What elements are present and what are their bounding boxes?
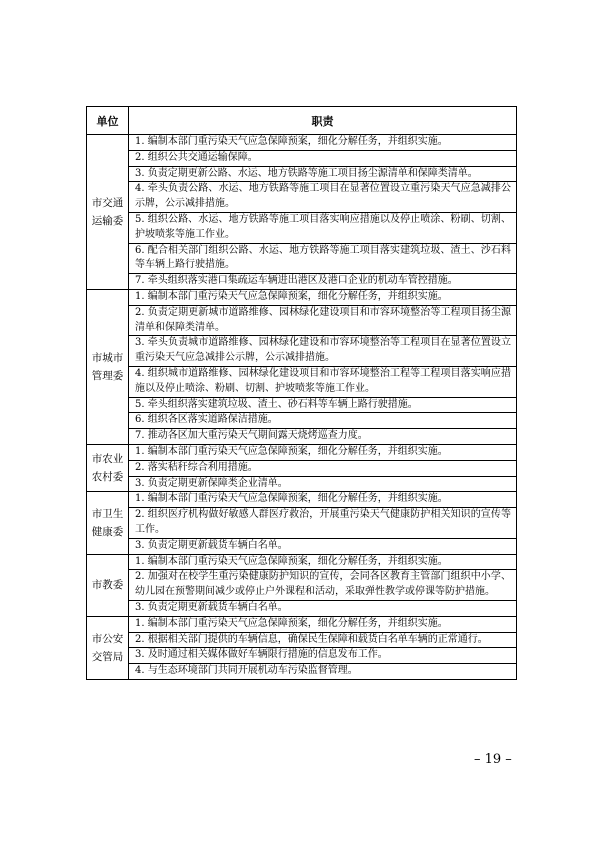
duty-item: 3. 负责定期更新保障类企业清单。 [135, 477, 288, 489]
table-row [87, 554, 517, 616]
duty-item: 2. 负责定期更新城市道路维修、园林绿化建设项目和市容环境整治等工程项目扬尘源清单和保障类清单。 [129, 306, 516, 337]
duty-item: 1. 编制本部门重污染天气应急保障预案，细化分解任务，并组织实施。 [129, 617, 516, 633]
duty-item: 2. 根据相关部门提供的车辆信息，确保民生保障和载货白名单车辆的正常通行。 [129, 633, 516, 649]
unit-column-header: 单位 [87, 107, 129, 135]
duties-cell [129, 289, 517, 444]
duty-item: 7. 牵头组织落实港口集疏运车辆进出港区及港口企业的机动车管控措施。 [135, 275, 458, 287]
duty-item: 5. 组织公路、水运、地方铁路等施工项目落实响应措施以及停止喷涂、粉刷、切割、护坡喷浆等施工作业。 [129, 213, 516, 244]
table-row [87, 289, 517, 444]
duty-item: 3. 负责定期更新载货车辆白名单。 [135, 539, 288, 551]
table-row [87, 135, 517, 290]
duty-item: 1. 编制本部门重污染天气应急保障预案，细化分解任务，并组织实施。 [129, 555, 516, 571]
duty-item: 4. 牵头负责公路、水运、地方铁路等施工项目在显著位置设立重污染天气应急减排公示牌，公示减排措施。 [129, 182, 516, 213]
unit-cell [87, 492, 129, 554]
unit-cell [87, 135, 129, 290]
duty-item: 3. 牵头负责城市道路维修、园林绿化建设和市容环境整治等工程项目在显著位置设立重污染天气应急减排公示牌，公示减排措施。 [129, 336, 516, 367]
unit-cell [87, 444, 129, 491]
duty-item: 7. 推动各区加大重污染天气期间露天烧烤巡查力度。 [135, 430, 368, 442]
duty-item: 6. 配合相关部门组织公路、水运、地方铁路等施工项目落实建筑垃圾、渣土、沙石料等车辆上路行驶措施。 [129, 244, 516, 275]
duties-cell [129, 135, 517, 290]
duty-item: 1. 编制本部门重污染天气应急保障预案，细化分解任务，并组织实施。 [129, 492, 516, 508]
unit-cell [87, 554, 129, 616]
table-row [87, 616, 517, 679]
duties-table [86, 106, 517, 680]
unit-name: 市交通运输委 [91, 196, 124, 227]
table-row [87, 492, 517, 554]
duty-item: 2. 组织公共交通运输保障。 [129, 151, 516, 167]
duty-item: 3. 负责定期更新公路、水运、地方铁路等施工项目扬尘源清单和保障类清单。 [129, 167, 516, 183]
duty-column-header: 职责 [129, 107, 517, 135]
unit-name: 市城市管理委 [91, 351, 124, 382]
duty-item: 5. 牵头组织落实建筑垃圾、渣土、砂石料等车辆上路行驶措施。 [129, 398, 516, 414]
unit-cell [87, 289, 129, 444]
table-row [87, 444, 517, 491]
unit-name: 市农业农村委 [91, 453, 124, 484]
unit-cell [87, 616, 129, 679]
unit-name: 市公安交管局 [91, 632, 124, 663]
duty-item: 3. 负责定期更新载货车辆白名单。 [135, 601, 288, 613]
duty-item: 2. 落实秸秆综合利用措施。 [129, 461, 516, 477]
duty-item: 2. 加强对在校学生重污染健康防护知识的宣传，会同各区教育主管部门组织中小学、幼儿园在预警期间减少或停止户外课程和活动，采取弹性教学或停课等防护措施。 [129, 570, 516, 601]
duty-item: 1. 编制本部门重污染天气应急保障预案，细化分解任务，并组织实施。 [129, 290, 516, 306]
duty-item: 6. 组织各区落实道路保洁措施。 [129, 413, 516, 429]
page-number: – 19 – [474, 752, 512, 767]
duty-item: 1. 编制本部门重污染天气应急保障预案，细化分解任务，并组织实施。 [129, 135, 516, 151]
duties-cell [129, 616, 517, 679]
duty-item: 1. 编制本部门重污染天气应急保障预案，细化分解任务，并组织实施。 [129, 445, 516, 461]
duty-item: 3. 及时通过相关媒体做好车辆限行措施的信息发布工作。 [129, 648, 516, 664]
duties-cell [129, 492, 517, 554]
header-row [87, 107, 517, 135]
duty-item: 4. 与生态环境部门共同开展机动车污染监督管理。 [135, 665, 358, 677]
duty-item: 2. 组织医疗机构做好敏感人群医疗救治，开展重污染天气健康防护相关知识的宣传等工作。 [129, 508, 516, 539]
table-body [87, 135, 517, 680]
duties-cell [129, 554, 517, 616]
unit-name: 市教委 [91, 579, 124, 592]
duty-item: 4. 组织城市道路维修、园林绿化建设项目和市容环境整治工程等工程项目落实响应措施以及停止喷涂、粉刷、切割、护坡喷浆等施工作业。 [129, 367, 516, 398]
duties-cell [129, 444, 517, 491]
unit-name: 市卫生健康委 [91, 507, 124, 538]
